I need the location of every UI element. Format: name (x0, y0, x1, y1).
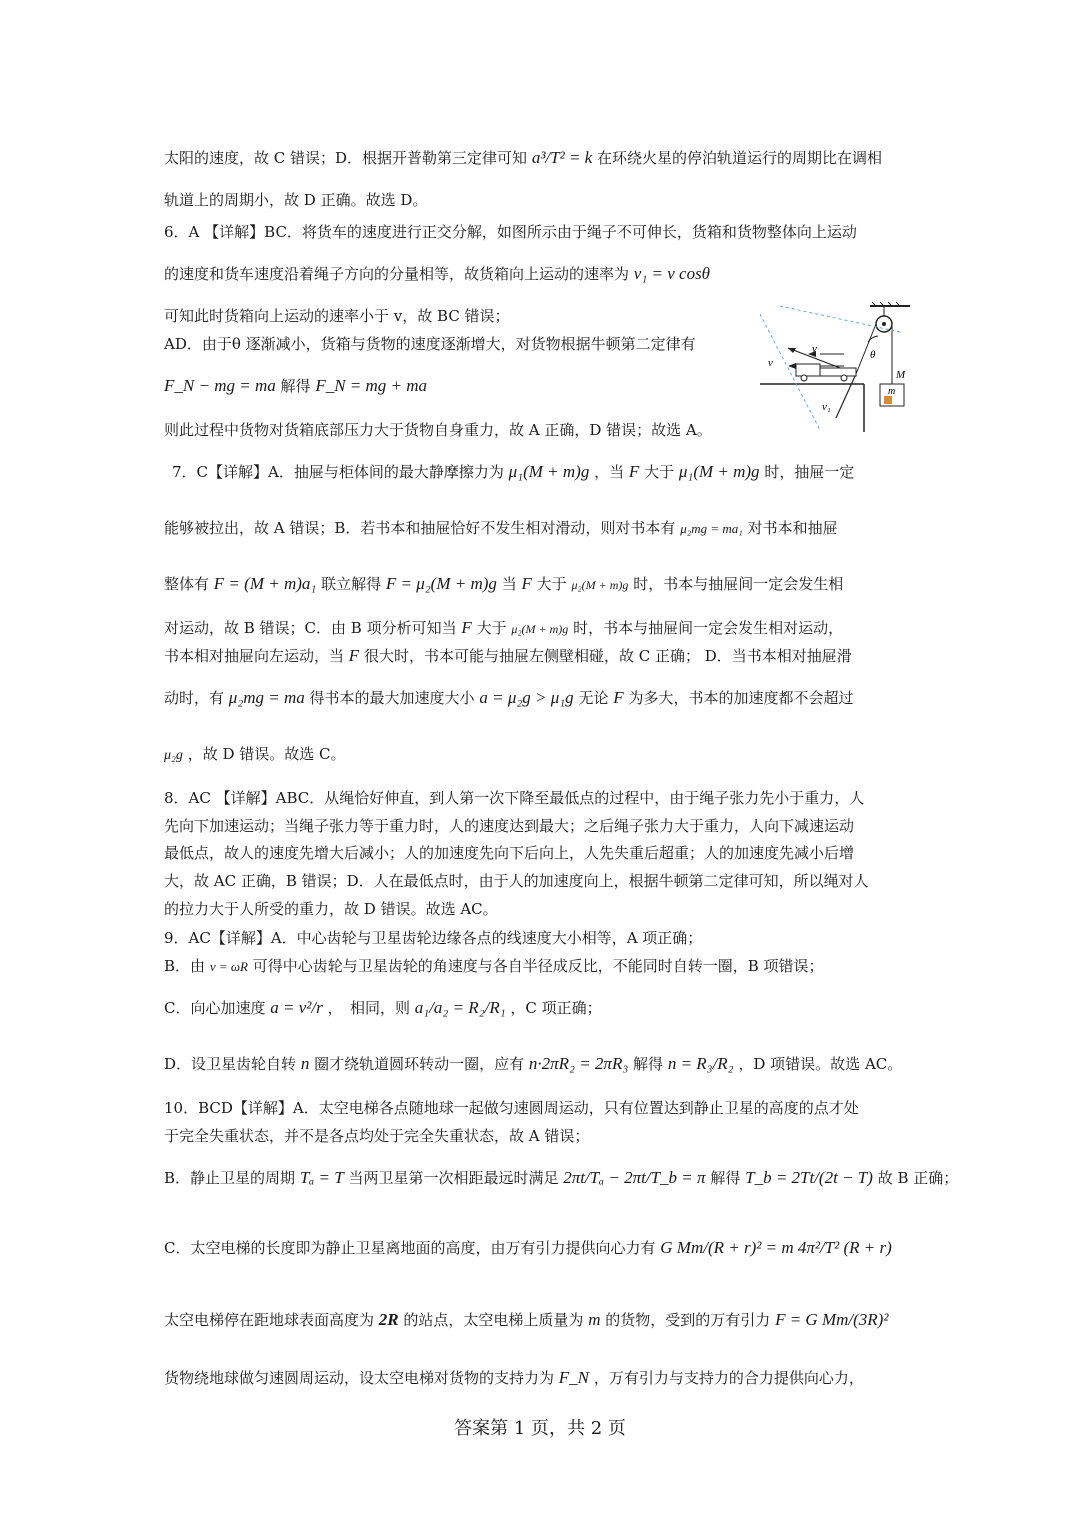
text-line (164, 843, 854, 863)
text: 对运动，故 B 错误；C．由 B 项分析可知当 (164, 619, 457, 637)
formula: a₁/a₂ = R₂/R₁ (414, 998, 506, 1017)
text: ，万有引力与支持力的合力提供向心力， (593, 1369, 864, 1387)
label-M: M (896, 369, 906, 381)
text: 7．C【详解】A．抽屉与柜体间的最大静摩擦力为 (172, 463, 504, 481)
formula: F (521, 574, 532, 593)
text-line (164, 1368, 864, 1388)
formula: F = μ₂(M + m)g (385, 574, 497, 593)
formula: n (300, 1054, 310, 1073)
text: ，D 项错误。故选 AC。 (738, 1055, 903, 1073)
text: 时，书本与抽屉间一定会发生相 (633, 575, 844, 593)
formula: μ₂(M + m)g (511, 622, 569, 636)
text: 联立解得 (321, 575, 382, 593)
text-line (164, 1054, 902, 1074)
text: 为多大，书本的加速度都不会超过 (628, 689, 854, 707)
text-line (164, 1168, 958, 1188)
text: 太空电梯停在距地球表面高度为 (164, 1311, 375, 1329)
text-line (164, 1238, 892, 1258)
formula: F (461, 618, 472, 637)
formula: v₁ = v cosθ (633, 264, 711, 283)
text: 得书本的最大加速度大小 (309, 689, 475, 707)
text-line (164, 899, 498, 919)
text: 解得 (280, 377, 311, 395)
text: 书本相对抽屉向左运动，当 (164, 647, 345, 665)
kepler-formula-rhs: a³/T² = k (531, 148, 593, 167)
text: 大于 (476, 619, 507, 637)
text: 最低点，故人的速度先增大后减小；人的加速度先向下后向上，人先失重后超重；人的加速度先减小后增 (164, 844, 855, 862)
text-line (164, 744, 346, 766)
text: 的速度和货车速度沿着绳子方向的分量相等，故货箱向上运动的速率为 (164, 265, 630, 283)
text-line (164, 816, 854, 836)
text-line (164, 1126, 589, 1146)
text-line (164, 574, 843, 595)
formula: μ₁(M + m)g (678, 462, 760, 481)
formula: 2πt/Tₐ − 2πt/T_b = π (563, 1168, 706, 1187)
formula: 2R (378, 1310, 399, 1329)
text: 对书本和抽屉 (747, 519, 838, 537)
text-line (164, 1310, 888, 1330)
text: 能够被拉出，故 A 错误；B．若书本和抽屉恰好不发生相对滑动，则对书本有 (164, 519, 676, 537)
text-line (164, 222, 857, 242)
text: 大于 (644, 463, 675, 481)
text: 10．BCD【详解】A．太空电梯各点随地球一起做匀速圆周运动，只有位置达到静止卫星的高度的点才处 (164, 1099, 859, 1117)
formula: F (348, 646, 360, 665)
text-line (164, 148, 882, 168)
text: 8．AC 【详解】ABC．从绳恰好伸直，到人第一次下降至最低点的过程中，由于绳子张力先小于重力，人 (164, 789, 865, 807)
formula: a = v²/r (270, 998, 323, 1017)
formula: m (588, 1310, 601, 1329)
text: 先向下加速运动；当绳子张力等于重力时，人的速度达到最大；之后绳子张力大于重力，人向下减速运动 (164, 817, 855, 835)
formula: v = ωR (209, 959, 248, 974)
truck-pulley-figure (760, 302, 920, 438)
text: C．向心加速度 (164, 999, 266, 1017)
text: AD．由于θ 逐渐减小，货箱与货物的速度逐渐增大，对货物根据牛顿第二定律有 (164, 335, 696, 353)
text: C．太空电梯的长度即为静止卫星离地面的高度，由万有引力提供向心力有 (164, 1239, 656, 1257)
text-line (164, 956, 824, 977)
text-line (164, 618, 843, 639)
text: 的站点，太空电梯上质量为 (403, 1311, 584, 1329)
formula: T_b = 2Tt/(2t − T) (745, 1168, 873, 1187)
text: 于完全失重状态，并不是各点均处于完全失重状态，故 A 错误； (164, 1127, 590, 1145)
text: 的拉力大于人所受的重力，故 D 错误。故选 AC。 (164, 900, 498, 918)
text: 圈才绕轨道圆环转动一圈，应有 (314, 1055, 525, 1073)
text-line (164, 376, 427, 396)
label-v-arrow: v (812, 343, 817, 355)
text: 解得 (633, 1055, 664, 1073)
text-line (164, 1098, 859, 1118)
text: 轨道上的周期小，故 D 正确。故选 D。 (164, 191, 428, 209)
text: 在环绕火星的停泊轨道运行的周期比在调相 (597, 149, 883, 167)
label-theta: θ (870, 349, 876, 361)
text-line (164, 518, 838, 539)
text: ，C 项正确； (510, 999, 602, 1017)
text: 动时，有 (164, 689, 225, 707)
formula: F_N (558, 1368, 590, 1387)
text: 当两卫星第一次相距最远时满足 (348, 1169, 559, 1187)
label-v1: v₁ (822, 401, 831, 413)
formula: μ₁(M + m)g (508, 462, 590, 481)
formula: μ₂mg = ma₁ (680, 521, 743, 536)
formula: F (628, 462, 640, 481)
text-line (172, 462, 854, 482)
text-line (164, 646, 852, 666)
text-line (164, 306, 510, 326)
text: D．设卫星齿轮自转 (164, 1055, 297, 1073)
formula: F_N − mg = ma (164, 376, 276, 395)
text: ，故 D 错误。故选 C。 (187, 745, 346, 763)
text-line (164, 928, 702, 948)
text: 大，故 AC 正确，B 错误；D．人在最低点时，由于人的加速度向上，根据牛顿第二定律可知，所以绳对人 (164, 872, 869, 890)
text: 6．A 【详解】BC．将货车的速度进行正交分解，如图所示由于绳子不可伸长，货箱和货物整体向上运动 (164, 223, 857, 241)
text: 货物绕地球做匀速圆周运动，设太空电梯对货物的支持力为 (164, 1369, 555, 1387)
formula: G Mm/(R + r)² = m 4π²/T² (R + r) (660, 1238, 892, 1257)
text: 时，书本与抽屉间一定会发生相对运动， (573, 619, 844, 637)
formula: a = μ₂g > μ₁g (479, 688, 574, 707)
text: 很大时，书本可能与抽屉左侧壁相碰，故 C 正确； D．当书本相对抽屉滑 (363, 647, 852, 665)
formula: n·2πR₂ = 2πR₃ (528, 1054, 629, 1073)
text: B．由 (164, 957, 206, 975)
text-line (164, 190, 427, 210)
text: 大于 (536, 575, 567, 593)
text: 可知此时货箱向上运动的速率小于 v，故 BC 错误； (164, 307, 510, 325)
text-line (164, 264, 710, 284)
text: 整体有 (164, 575, 210, 593)
text: ，当 (594, 463, 625, 481)
page-footer: 答案第 1 页，共 2 页 (454, 1418, 626, 1439)
text-line (164, 788, 864, 808)
text: 无论 (578, 689, 609, 707)
formula: μ₂g (164, 748, 183, 763)
formula: F_N = mg + ma (315, 376, 428, 395)
text: 9．AC【详解】A．中心齿轮与卫星齿轮边缘各点的线速度大小相等，A 项正确； (164, 929, 703, 947)
formula: n = R₃/R₂ (667, 1054, 734, 1073)
text-line (164, 420, 712, 440)
text: 太阳的速度，故 C 错误；D．根据开普勒第三定律可知 (164, 149, 528, 167)
text: 当 (501, 575, 517, 593)
formula: F (613, 688, 624, 707)
formula: F = G Mm/(3R)² (775, 1310, 889, 1329)
text: 时，抽屉一定 (764, 463, 855, 481)
text: 故 B 正确； (877, 1169, 959, 1187)
text: 则此过程中货物对货箱底部压力大于货物自身重力，故 A 正确，D 错误；故选 A。 (164, 421, 712, 439)
text-line (164, 334, 696, 354)
label-v: v (768, 357, 773, 369)
text: ， 相同，则 (327, 999, 411, 1017)
text: 可得中心齿轮与卫星齿轮的角速度与各自半径成反比，不能同时自转一圈，B 项错误； (252, 957, 824, 975)
text: 解得 (710, 1169, 741, 1187)
formula: μ₂(M + m)g (571, 578, 629, 592)
formula: F = (M + m)a₁ (213, 574, 317, 593)
text-line (164, 688, 853, 708)
formula: Tₐ = T (299, 1168, 344, 1187)
text-line (164, 998, 602, 1018)
text: 的货物，受到的万有引力 (605, 1311, 771, 1329)
label-m: m (888, 386, 896, 397)
text: B．静止卫星的周期 (164, 1169, 296, 1187)
formula: μ₂mg = ma (228, 688, 305, 707)
text-line (164, 871, 869, 891)
